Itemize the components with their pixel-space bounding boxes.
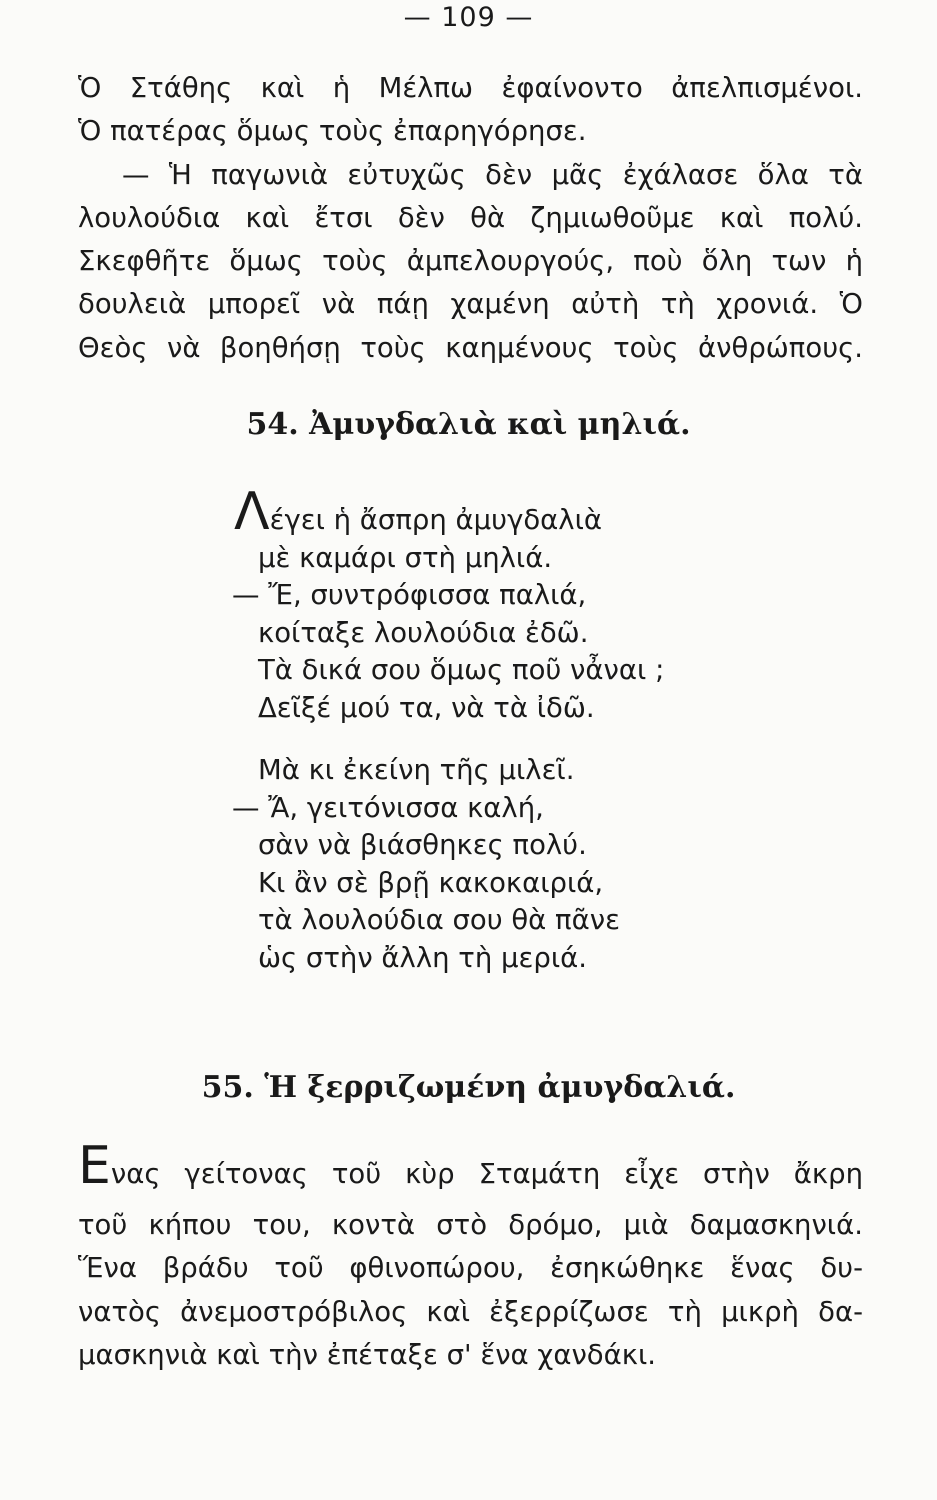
- section-55-paragraph: [78, 1136, 863, 1377]
- section-heading-54: 54. Ἀμυγδαλιὰ καὶ μηλιά.: [246, 407, 691, 442]
- poem-line: κοίταξε λουλούδια ἐδῶ.: [258, 616, 589, 649]
- poem-line: Δεῖξέ μού τα, νὰ τὰ ἰδῶ.: [258, 691, 595, 724]
- text-line: Σκεφθῆτε ὅμως τοὺς ἀμπελουργούς, ποὺ ὅλη των ἡ: [78, 245, 863, 278]
- text-line: Ἕνα βράδυ τοῦ φθινοπώρου, ἐσηκώθηκε ἕνας δυ-: [78, 1252, 863, 1285]
- poem-line: — Ἄ, γειτόνισσα καλή,: [232, 791, 544, 824]
- section-heading-55: 55. Ἡ ξερριζωμένη ἀμυγδαλιά.: [201, 1070, 736, 1105]
- text-line: μασκηνιὰ καὶ τὴν ἐπέταξε σ' ἕνα χανδάκι.: [78, 1338, 657, 1371]
- text-line: Ὁ Στάθης καὶ ἡ Μέλπω ἐφαίνοντο ἀπελπισμένοι.: [78, 72, 863, 104]
- text-line-first: [78, 1136, 863, 1204]
- poem-line: — Ἔ, συντρόφισσα παλιά,: [232, 579, 587, 612]
- page-number: — 109 —: [403, 2, 534, 33]
- text-line: δουλειὰ μπορεῖ νὰ πάῃ χαμένη αὐτὴ τὴ χρονιά. Ὁ: [78, 288, 863, 321]
- poem-line: μὲ καμάρι στὴ μηλιά.: [258, 541, 553, 574]
- poem-line: Μὰ κι ἐκείνη τῆς μιλεῖ.: [258, 754, 575, 786]
- poem-line: έγει ἡ ἄσπρη ἀμυγδαλιὰ: [269, 504, 603, 536]
- text-line: νας γείτονας τοῦ κὺρ Σταμάτη εἶχε στὴν ἄκρη: [110, 1158, 863, 1190]
- text-line: νατὸς ἀνεμοστρόβιλος καὶ ἐξερρίζωσε τὴ μικρὴ δα-: [78, 1295, 863, 1328]
- poem-line: ὡς στὴν ἄλλη τὴ μεριά.: [258, 941, 587, 974]
- poem-line: σὰν νὰ βιάσθηκες πολύ.: [258, 829, 587, 862]
- drop-cap: Ε: [78, 1136, 111, 1196]
- poem-line: Κι ἂν σὲ βρῇ κακοκαιριά,: [258, 866, 604, 899]
- drop-cap: Λ: [234, 482, 270, 542]
- text-line: λουλούδια καὶ ἔτσι δὲν θὰ ζημιωθοῦμε καὶ πολύ.: [78, 201, 863, 234]
- text-line: Θεὸς νὰ βοηθήσῃ τοὺς καημένους τοὺς ἀνθρώπους.: [78, 331, 863, 364]
- poem-line: τὰ λουλούδια σου θὰ πᾶνε: [258, 904, 620, 937]
- poem-line: Τὰ δικά σου ὅμως ποῦ νἆναι ;: [258, 654, 665, 687]
- poem-line-first: [234, 482, 664, 542]
- text-line: Ὁ πατέρας ὅμως τοὺς ἐπαρηγόρησε.: [78, 115, 587, 148]
- poem-stanza-2: [232, 752, 620, 978]
- text-line: τοῦ κήπου του, κοντὰ στὸ δρόμο, μιὰ δαμασκηνιά.: [78, 1209, 863, 1241]
- top-paragraph: [78, 67, 863, 370]
- text-line: — Ἡ παγωνιὰ εὐτυχῶς δὲν μᾶς ἐχάλασε ὅλα τὰ: [122, 158, 863, 191]
- poem-stanza-1: [232, 482, 665, 728]
